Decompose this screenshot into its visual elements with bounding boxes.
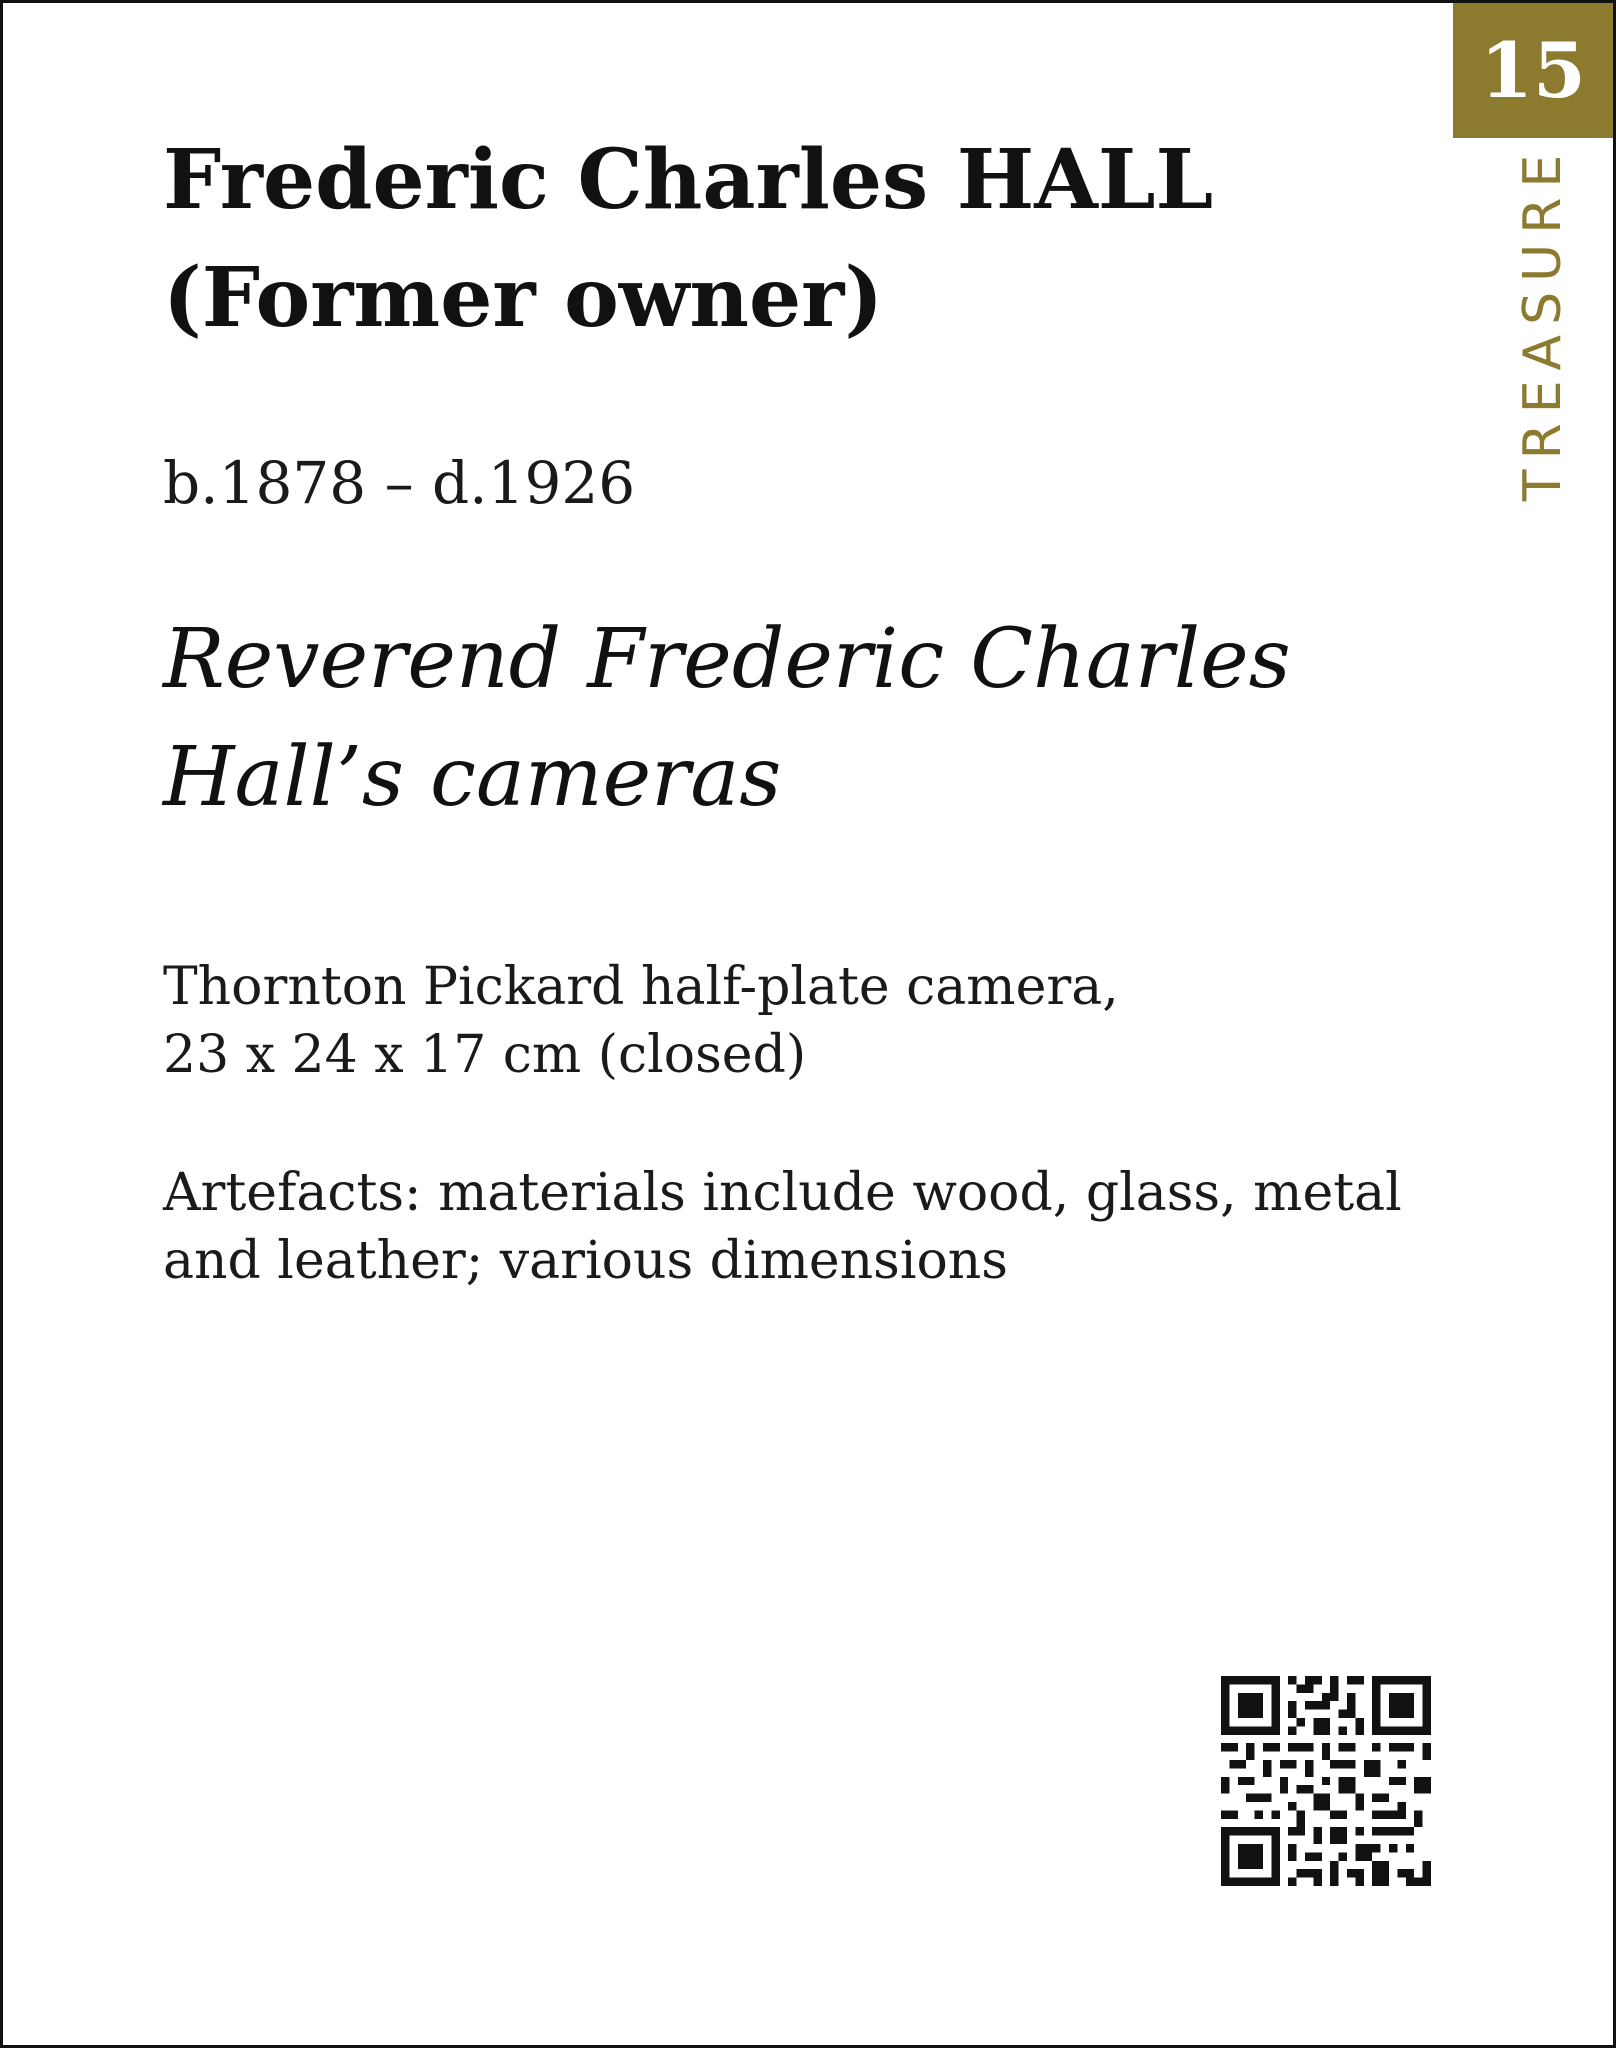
treasure-side-label [1513, 144, 1574, 502]
object-materials [163, 1159, 1453, 1295]
object-description-line-1: Thornton Pickard half-plate camera, [163, 957, 1119, 1017]
treasure-side-label-text: TREASURE [1513, 144, 1574, 502]
object-title-line-1: Reverend Frederic Charles [163, 612, 1291, 707]
treasure-number: 15 [1480, 25, 1586, 115]
object-title [163, 601, 1413, 837]
treasure-number-badge [1453, 3, 1613, 138]
object-description [163, 953, 1453, 1089]
object-materials-line-1: Artefacts: materials include wood, glass, metal [163, 1163, 1402, 1223]
object-title-line-2: Hall’s cameras [163, 730, 782, 825]
object-description-line-2: 23 x 24 x 17 cm (closed) [163, 1025, 807, 1085]
person-name: Frederic Charles HALL [163, 132, 1214, 228]
object-materials-line-2: and leather; various dimensions [163, 1231, 1008, 1291]
qr-code-icon[interactable] [1221, 1676, 1431, 1886]
life-dates: b.1878 – d.1926 [163, 449, 636, 517]
person-role: (Former owner) [163, 250, 884, 346]
person-heading [163, 121, 1403, 357]
